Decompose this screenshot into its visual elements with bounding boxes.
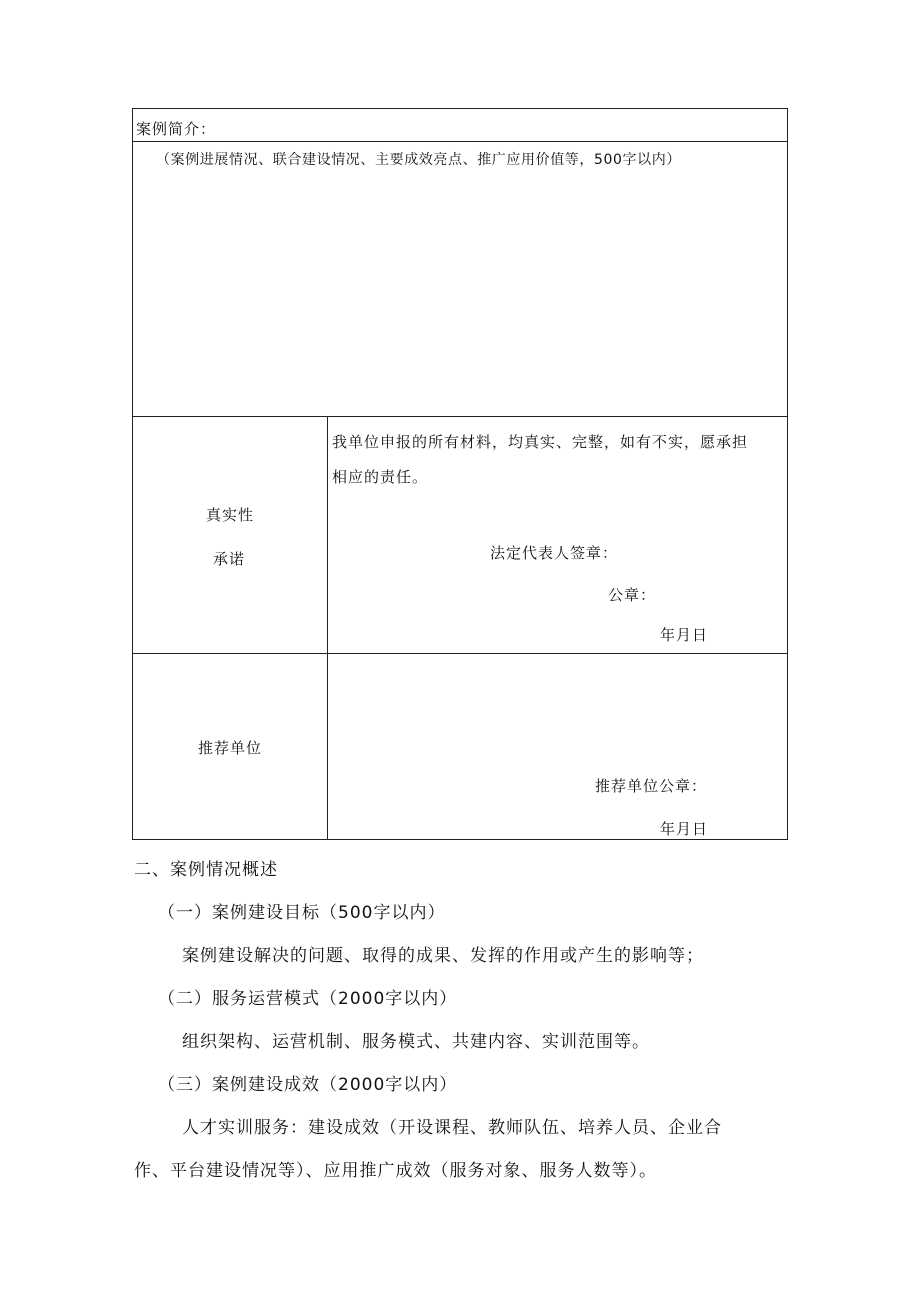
truth-statement-line2: 相应的责任。 (332, 468, 429, 486)
truth-label-line2: 承诺 (213, 550, 246, 568)
recommend-unit-label: 推荐单位 (198, 739, 263, 757)
table-border-bottom (132, 839, 788, 840)
recommend-unit-seal: 推荐单位公章： (595, 777, 708, 795)
truth-statement-line1: 我单位申报的所有材料，均真实、完整，如有不实，愿承担 (332, 433, 749, 451)
application-form-table (132, 108, 788, 840)
subsection-3-text-line2: 作、平台建设情况等）、应用推广成效（服务对象、服务人数等）。 (134, 1161, 657, 1181)
subsection-3-title: （三）案例建设成效（2000字以内） (158, 1075, 458, 1095)
truth-label-line1: 真实性 (206, 506, 255, 524)
subsection-1-text: 案例建设解决的问题、取得的成果、发挥的作用或产生的影响等； (182, 946, 704, 966)
row-divider-intro (132, 141, 788, 142)
case-intro-label: 案例简介： (136, 120, 217, 138)
subsection-2-title: （二）服务运营模式（2000字以内） (158, 989, 458, 1009)
row-divider-truth (132, 416, 788, 417)
table-border-left (132, 108, 133, 840)
section-title: 二、案例情况概述 (134, 860, 278, 880)
legal-representative-signature: 法定代表人签章： (490, 544, 619, 562)
subsection-1-title: （一）案例建设目标（500字以内） (158, 903, 446, 923)
truth-date: 年月日 (660, 626, 709, 644)
table-border-top (132, 108, 788, 109)
recommend-date: 年月日 (660, 820, 709, 838)
official-seal-label: 公章： (608, 586, 657, 604)
column-divider (327, 416, 328, 840)
row-divider-recommend (132, 653, 788, 654)
case-intro-hint: （案例进展情况、联合建设情况、主要成效亮点、推广应用价值等，500字以内） (156, 152, 681, 168)
subsection-2-text: 组织架构、运营机制、服务模式、共建内容、实训范围等。 (182, 1032, 650, 1052)
subsection-3-text-line1: 人才实训服务：建设成效（开设课程、教师队伍、培养人员、企业合 (182, 1118, 722, 1138)
table-border-right (787, 108, 788, 840)
